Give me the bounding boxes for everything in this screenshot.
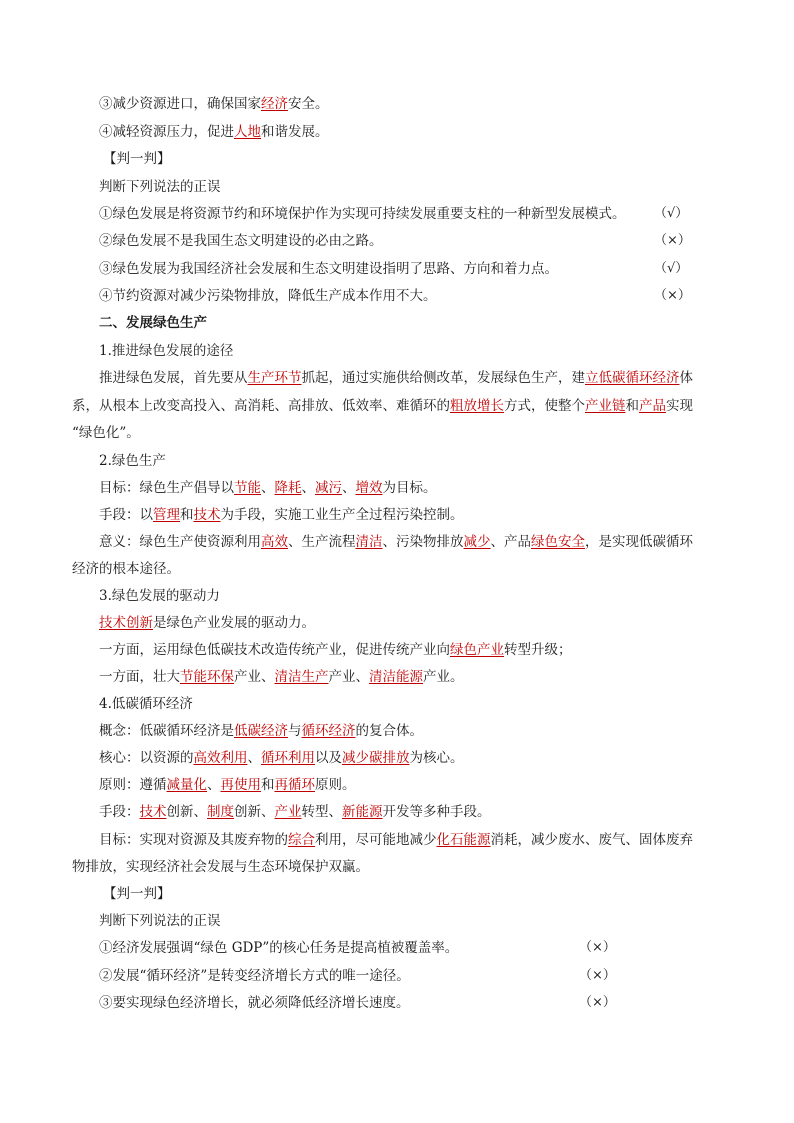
text-segment: 的复合体。 — [355, 723, 423, 739]
text-segment: 概念：低碳循环经济是 — [99, 723, 234, 739]
judge2-mark-1: （×） — [579, 940, 616, 955]
goal-line-2-cont: 物排放，实现经济社会发展与生态环境保护双赢。 — [72, 859, 369, 875]
judge-mark-1: （√） — [654, 206, 689, 221]
judge2-mark-3: （×） — [579, 995, 616, 1010]
text-segment: 、 — [247, 750, 261, 766]
text-segment: 目标：实现对资源及其废弃物的 — [99, 832, 288, 848]
answer-blank: 减污 — [315, 480, 342, 496]
answer-blank: 人地 — [234, 124, 261, 140]
text-segment: 方式，使整个 — [504, 398, 585, 414]
answer-blank: 高效 — [261, 534, 288, 550]
answer-blank: 循环经济 — [301, 723, 356, 739]
text-segment: 原则：遵循 — [99, 777, 167, 793]
text-segment: 、 — [207, 777, 221, 793]
driver-line — [99, 613, 722, 633]
text-segment: 核心：以资源的 — [99, 750, 194, 766]
judge-mark-2: （×） — [654, 233, 691, 248]
answer-blank: 产业 — [274, 804, 302, 820]
judge-statement-1: ①绿色发展是将资源节约和环境保护作为实现可持续发展重要支柱的一种新型发展模式。 — [99, 206, 626, 222]
answer-blank: 降耗 — [274, 480, 302, 496]
text-segment: 推进绿色发展，首先要从 — [99, 370, 248, 386]
text-segment: 和 — [625, 398, 639, 414]
means-line — [99, 505, 722, 525]
text-segment: 为核心。 — [409, 750, 464, 766]
judge-heading: 【判一判】 — [103, 151, 171, 167]
judge-mark-4: （×） — [654, 288, 691, 303]
answer-blank: 综合 — [288, 832, 315, 848]
answer-blank: 经济 — [261, 96, 288, 112]
subsection-title-3: 3.绿色发展的驱动力 — [99, 588, 220, 604]
significance-line — [99, 532, 722, 552]
text-segment: 体 — [679, 370, 693, 386]
answer-blank: 低碳经济 — [234, 723, 288, 739]
text-segment: 开发等多种手段。 — [382, 804, 491, 820]
judge-statement-3: ③绿色发展为我国经济社会发展和生态文明建设指明了思路、方向和着力点。 — [99, 261, 558, 277]
judge2-statement-2: ②发展“循环经济”是转变经济增长方式的唯一途径。 — [99, 968, 410, 984]
answer-blank: 绿色产业 — [450, 642, 504, 658]
text-segment: 、 — [301, 480, 315, 496]
text-segment: ③减少资源进口，确保国家 — [99, 96, 261, 112]
paragraph-line — [72, 396, 722, 416]
text-segment: 目标：绿色生产倡导以 — [99, 480, 234, 496]
text-line-resource-import — [99, 94, 722, 114]
text-segment: 、 — [342, 480, 356, 496]
text-segment: 安全。 — [288, 96, 329, 112]
judge-intro: 判断下列说法的正误 — [99, 179, 221, 195]
answer-blank: 减少 — [463, 534, 491, 550]
answer-blank: 再使用 — [220, 777, 261, 793]
judge-heading-2: 【判一判】 — [103, 886, 171, 902]
text-segment: 与 — [288, 723, 302, 739]
text-segment: ④减轻资源压力，促进 — [99, 124, 234, 140]
text-segment: 为目标。 — [382, 480, 437, 496]
text-segment: 、生产流程 — [288, 534, 356, 550]
text-segment: 产业。 — [423, 669, 464, 685]
core-line — [99, 748, 722, 768]
subsection-title-1: 1.推进绿色发展的途径 — [99, 343, 234, 359]
means-line-2 — [99, 802, 722, 822]
text-segment: 一方面，运用绿色低碳技术改造传统产业，促进传统产业向 — [99, 642, 450, 658]
answer-blank: 新能源 — [342, 804, 383, 820]
answer-blank: 绿色安全 — [531, 534, 585, 550]
answer-blank: 技术创新 — [99, 615, 153, 631]
text-segment: 原则。 — [315, 777, 356, 793]
text-segment: 和 — [180, 507, 194, 523]
answer-blank: 粗放增长 — [450, 398, 504, 414]
paragraph-line: “绿色化”。 — [72, 425, 140, 441]
text-segment: 、污染物排放 — [382, 534, 464, 550]
principle-line — [99, 775, 722, 795]
answer-blank: 再循环 — [274, 777, 315, 793]
judge-intro-2: 判断下列说法的正误 — [99, 913, 221, 929]
judge2-mark-2: （×） — [579, 968, 616, 983]
answer-blank: 立低碳循环经济 — [585, 370, 680, 386]
answer-blank: 产品 — [639, 398, 666, 414]
subsection-title-4: 4.低碳循环经济 — [99, 696, 193, 712]
answer-blank: 生产环节 — [247, 370, 302, 386]
answer-blank: 技术 — [139, 804, 167, 820]
answer-blank: 制度 — [207, 804, 234, 820]
answer-blank: 技术 — [193, 507, 221, 523]
text-segment: 、 — [261, 480, 275, 496]
answer-blank: 产业链 — [585, 398, 626, 414]
text-segment: 手段：以 — [99, 507, 153, 523]
answer-blank: 减少碳排放 — [342, 750, 410, 766]
judge-statement-4: ④节约资源对减少污染物排放，降低生产成本作用不大。 — [99, 288, 437, 304]
text-segment: 是绿色产业发展的驱动力。 — [153, 615, 315, 631]
text-line-resource-pressure — [99, 122, 722, 142]
text-segment: 利用，尽可能地减少 — [315, 832, 437, 848]
text-segment: ，是实现低碳循环 — [585, 534, 693, 550]
answer-blank: 管理 — [153, 507, 180, 523]
text-segment: 一方面，壮大 — [99, 669, 180, 685]
paragraph-line — [99, 368, 722, 388]
answer-blank: 节能环保 — [180, 669, 234, 685]
text-segment: 抓起，通过实施供给侧改革，发展绿色生产，建 — [301, 370, 585, 386]
answer-blank: 增效 — [355, 480, 383, 496]
judge2-statement-1: ①经济发展强调“绿色 GDP”的核心任务是提高植被覆盖率。 — [99, 940, 459, 956]
text-segment: 实现 — [666, 398, 693, 414]
text-segment: 转型、 — [301, 804, 342, 820]
text-segment: 和谐发展。 — [261, 124, 329, 140]
text-segment: 为手段，实施工业生产全过程污染控制。 — [220, 507, 464, 523]
answer-blank: 节能 — [234, 480, 261, 496]
significance-line-2: 经济的根本途径。 — [72, 561, 180, 577]
answer-blank: 清洁生产 — [274, 669, 329, 685]
aspect-line-2 — [99, 667, 722, 687]
answer-blank: 化石能源 — [436, 832, 491, 848]
answer-blank: 减量化 — [166, 777, 207, 793]
concept-line — [99, 721, 722, 741]
text-segment: 产业、 — [328, 669, 369, 685]
goal-line-2 — [99, 830, 722, 850]
text-segment: 消耗，减少废水、废气、固体废弃 — [490, 832, 693, 848]
text-segment: 以及 — [315, 750, 342, 766]
answer-blank: 循环利用 — [261, 750, 315, 766]
text-segment: 系，从根本上改变高投入、高消耗、高排放、低效率、难循环的 — [72, 398, 450, 414]
text-segment: 意义：绿色生产使资源利用 — [99, 534, 261, 550]
goal-line — [99, 478, 722, 498]
judge-mark-3: （√） — [654, 261, 689, 276]
answer-blank: 清洁能源 — [369, 669, 423, 685]
text-segment: 转型升级； — [504, 642, 572, 658]
text-segment: 和 — [261, 777, 275, 793]
text-segment: 产业、 — [234, 669, 275, 685]
answer-blank: 清洁 — [355, 534, 383, 550]
text-segment: 手段： — [99, 804, 140, 820]
text-segment: 创新、 — [166, 804, 207, 820]
text-segment: 、产品 — [490, 534, 531, 550]
aspect-line-1 — [99, 640, 722, 660]
judge-statement-2: ②绿色发展不是我国生态文明建设的必由之路。 — [99, 233, 383, 249]
section-heading: 二、发展绿色生产 — [99, 315, 207, 331]
text-segment: 创新、 — [234, 804, 275, 820]
answer-blank: 高效利用 — [193, 750, 248, 766]
judge2-statement-3: ③要实现绿色经济增长，就必须降低经济增长速度。 — [99, 995, 410, 1011]
subsection-title-2: 2.绿色生产 — [99, 453, 166, 469]
